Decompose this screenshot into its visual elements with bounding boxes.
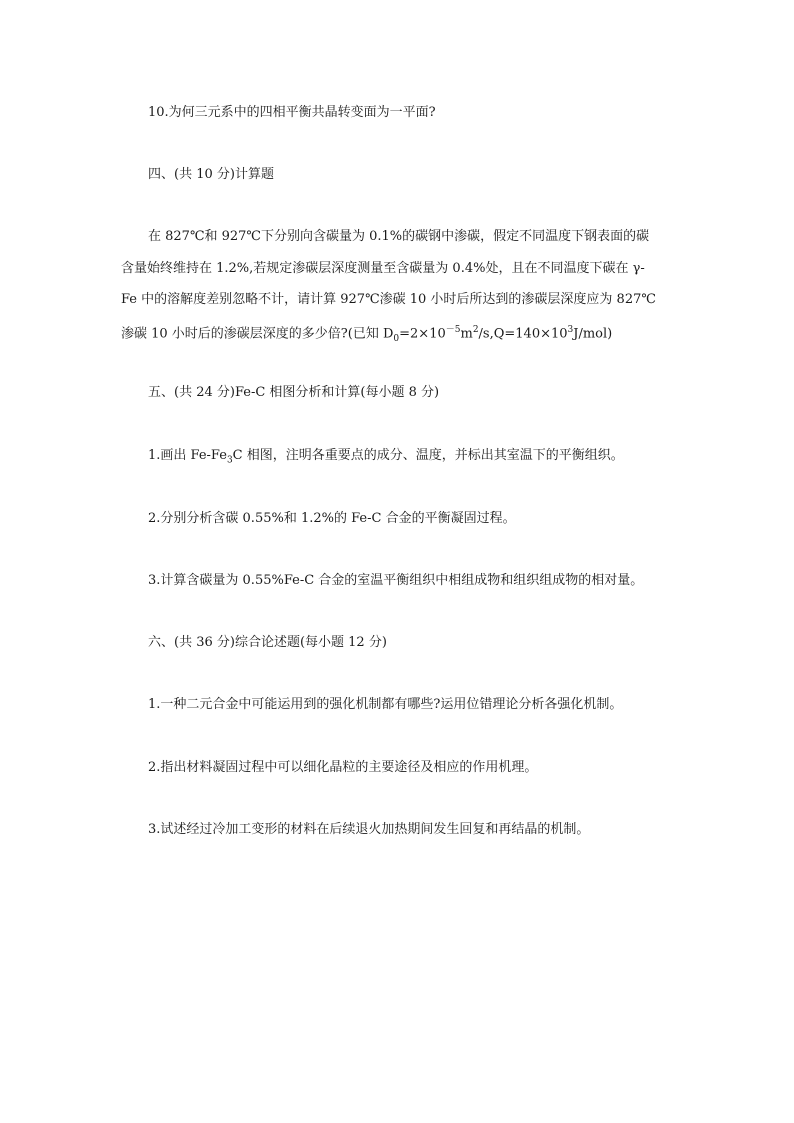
eq-part-3: /s,Q=140×10: [478, 326, 568, 342]
s5-q1-subscript: 3: [226, 455, 233, 466]
section-4-para-line-3: Fe 中的溶解度差别忽略不计，请计算 927℃渗碳 10 小时后所达到的渗碳层深度应为 827℃: [121, 292, 656, 307]
section-5-question-3: 3.计算含碳量为 0.55%Fe-C 合金的室温平衡组织中相组成物和组织组成物的相对量。: [148, 573, 644, 588]
eq-part-2: m: [460, 326, 473, 342]
exponent-1: －5: [445, 325, 461, 335]
section-6-heading: 六、(共 36 分)综合论述题(每小题 12 分): [148, 635, 387, 650]
question-10: 10.为何三元系中的四相平衡共晶转变面为一平面?: [148, 105, 436, 120]
exponent-3: 3: [567, 325, 574, 335]
s5-q1-prefix: 1.画出 Fe-Fe: [148, 448, 227, 463]
section-4-heading: 四、(共 10 分)计算题: [148, 167, 274, 182]
section-6-question-2: 2.指出材料凝固过程中可以细化晶粒的主要途径及相应的作用机理。: [148, 760, 538, 775]
d-subscript: 0: [393, 333, 400, 344]
exponent-2: 2: [472, 325, 479, 335]
section-4-para-line-2: 含量始终维持在 1.2%,若规定渗碳层深度测量至含碳量为 0.4%处，且在不同温度下碳在 γ-: [121, 261, 645, 276]
s5-q1-suffix: C 相图，注明各重要点的成分、温度，并标出其室温下的平衡组织。: [232, 448, 624, 463]
section-5-question-1: [148, 448, 624, 469]
section-4-para-line-1: 在 827℃和 927℃下分别向含碳量为 0.1%的碳钢中渗碳，假定不同温度下钢表面的碳: [148, 229, 650, 244]
section-5-question-2: 2.分别分析含碳 0.55%和 1.2%的 Fe-C 合金的平衡凝固过程。: [148, 511, 516, 526]
section-6-question-3: 3.试述经过冷加工变形的材料在后续退火加热期间发生回复和再结晶的机制。: [148, 822, 590, 837]
section-4-para-line-4: [121, 322, 612, 347]
section-5-heading: 五、(共 24 分)Fe-C 相图分析和计算(每小题 8 分): [148, 385, 440, 400]
para-line-4-prefix: 渗碳 10 小时后的渗碳层深度的多少倍?(已知 D: [121, 326, 394, 342]
section-6-question-1: 1.一种二元合金中可能运用到的强化机制都有哪些?运用位错理论分析各强化机制。: [148, 697, 623, 712]
eq-part-4: J/mol): [573, 326, 613, 342]
eq-part-1: =2×10: [399, 326, 446, 342]
